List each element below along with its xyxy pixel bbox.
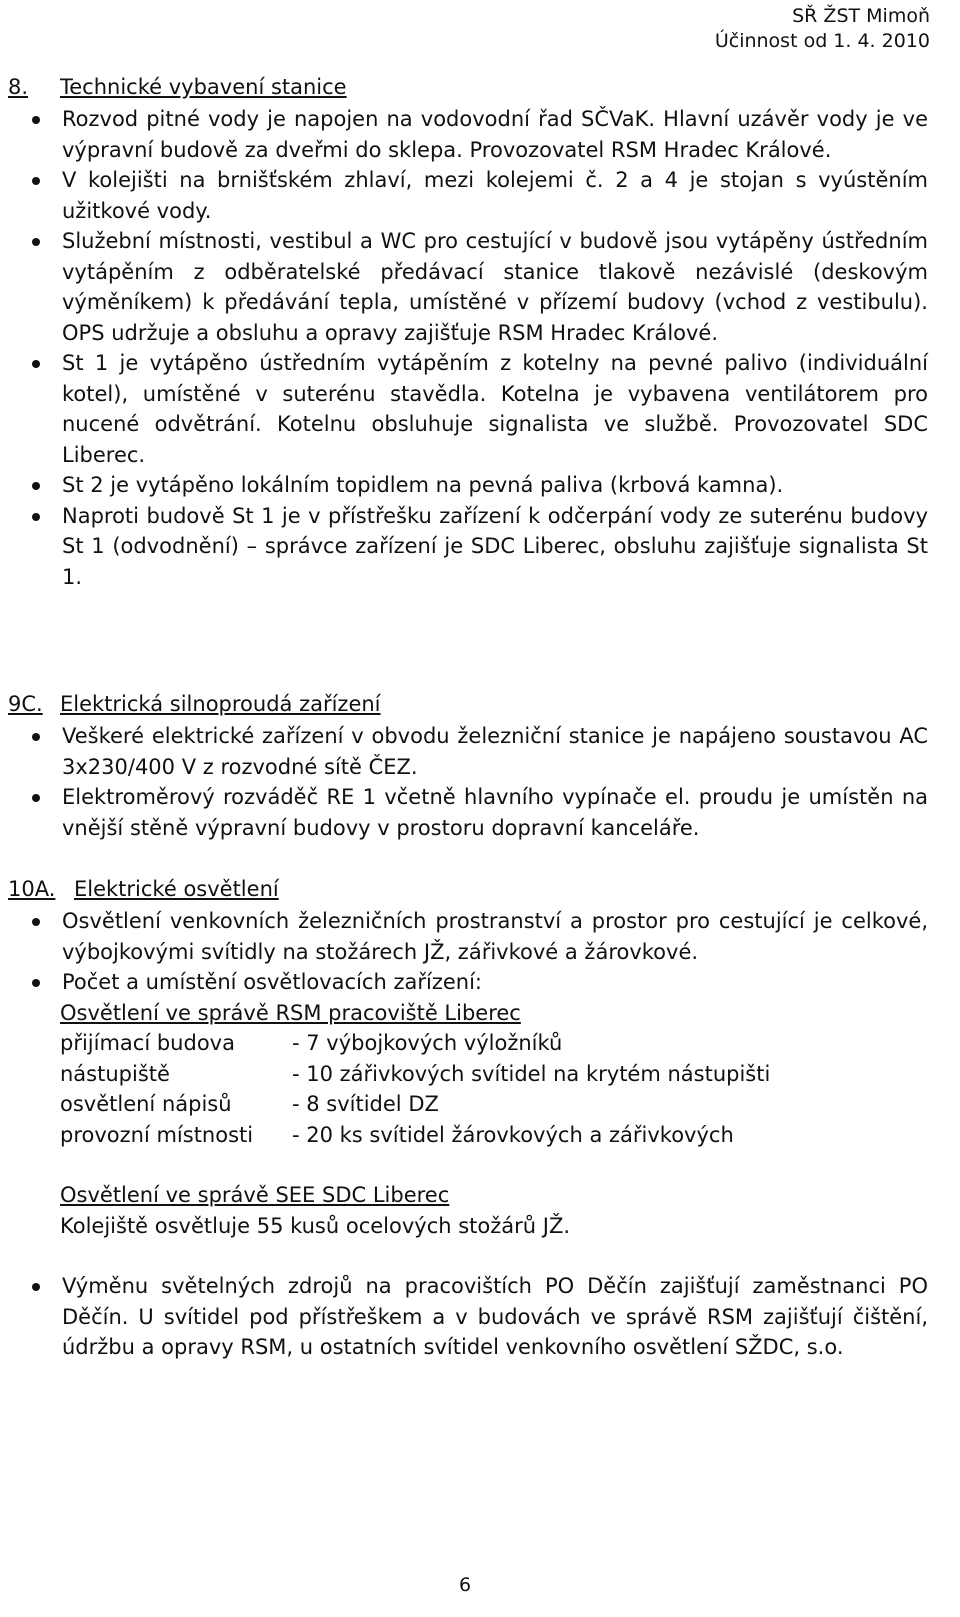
page-header bbox=[715, 4, 930, 54]
header-effective-date: Účinnost od 1. 4. 2010 bbox=[714, 30, 930, 52]
list-item: St 2 je vytápěno lokálním topidlem na pevná paliva (krbová kamna). bbox=[8, 470, 928, 501]
section-title: Technické vybavení stanice bbox=[60, 75, 347, 99]
list-item: Elektroměrový rozváděč RE 1 včetně hlavního vypínače el. proudu je umístěn na vnější stěně výpravní budovy v prostoru dopravní kanceláře. bbox=[8, 782, 928, 843]
list-item: Osvětlení venkovních železničních prostranství a prostor pro cestující je celkové, výbojkovými svítidly na stožárech JŽ, zářivkové a žárovkové. bbox=[8, 906, 928, 967]
lighting-rsm-heading: Osvětlení ve správě RSM pracoviště Liberec bbox=[60, 1000, 521, 1025]
lighting-description: - 7 výbojkových výložníků bbox=[292, 1031, 563, 1055]
lighting-see-text: Kolejiště osvětluje 55 kusů ocelových stožárů JŽ. bbox=[60, 1213, 571, 1238]
table-row bbox=[60, 1059, 770, 1090]
lighting-description: - 8 svítidel DZ bbox=[292, 1092, 439, 1116]
lighting-rsm-block bbox=[8, 998, 928, 1151]
section-8 bbox=[8, 73, 928, 592]
section-9c-list bbox=[8, 721, 928, 843]
lighting-description: - 20 ks svítidel žárovkových a zářivkových bbox=[292, 1122, 734, 1147]
lighting-see-heading: Osvětlení ve správě SEE SDC Liberec bbox=[60, 1183, 450, 1207]
section-number: 8. bbox=[8, 75, 29, 99]
list-item: Služební místnosti, vestibul a WC pro cestující v budově jsou vytápěny ústředním vytápěním z odběratelské předávací stanice tlakově nezávislé (deskovým výměníkem) k předávání tepla, umístěné v přízemí budovy (vchod z vestibulu). OPS udržuje a obsluhu a opravy zajišťuje RSM Hradec Králové. bbox=[8, 226, 928, 348]
list-item: Veškeré elektrické zařízení v obvodu železniční stanice je napájeno soustavou AC 3x230/400 V z rozvodné sítě ČEZ. bbox=[8, 721, 928, 782]
list-item: Počet a umístění osvětlovacích zařízení: bbox=[8, 967, 928, 998]
list-item: St 1 je vytápěno ústředním vytápěním z kotelny na pevné palivo (individuální kotel), umístěné v suterénu stavědla. Kotelna je vybavena ventilátorem pro nucené odvětrání. Kotelnu obsluhuje signalista ve službě. Provozovatel SDC Liberec. bbox=[8, 348, 928, 470]
lighting-see-block bbox=[8, 1180, 928, 1241]
section-number: 10A. bbox=[8, 877, 56, 901]
header-title: SŘ ŽST Mimoň bbox=[792, 5, 930, 27]
section-9c bbox=[8, 690, 928, 843]
section-8-heading bbox=[8, 73, 928, 101]
table-row bbox=[60, 1028, 770, 1059]
lighting-place: provozní místnosti bbox=[60, 1122, 254, 1147]
section-title: Elektrická silnoproudá zařízení bbox=[60, 692, 381, 716]
section-number: 9C. bbox=[8, 692, 43, 716]
list-item: Výměnu světelných zdrojů na pracovištích PO Děčín zajišťují zaměstnanci PO Děčín. U svítidel pod přístřeškem a v budovách ve správě RSM zajišťují čištění, údržbu a opravy RSM, u ostatních svítidel venkovního osvětlení SŽDC, s.o. bbox=[8, 1271, 928, 1363]
lighting-place: nástupiště bbox=[60, 1061, 170, 1086]
section-10a-list bbox=[8, 906, 928, 998]
lighting-description: - 10 zářivkových svítidel na krytém nástupišti bbox=[292, 1061, 771, 1086]
section-10a-list-2 bbox=[8, 1271, 928, 1363]
section-9c-heading bbox=[8, 690, 928, 718]
lighting-place: přijímací budova bbox=[60, 1031, 235, 1055]
list-item: V kolejišti na brnišťském zhlaví, mezi kolejemi č. 2 a 4 je stojan s vyústěním užitkové vody. bbox=[8, 165, 928, 226]
section-10a-heading bbox=[8, 875, 928, 903]
lighting-rsm-table bbox=[60, 1028, 770, 1150]
table-row bbox=[60, 1120, 770, 1151]
page-number: 6 bbox=[458, 1574, 472, 1596]
lighting-place: osvětlení nápisů bbox=[60, 1092, 232, 1116]
section-title: Elektrické osvětlení bbox=[74, 877, 279, 901]
section-8-list bbox=[8, 104, 928, 592]
section-10a bbox=[8, 875, 928, 1363]
list-item: Naproti budově St 1 je v přístřešku zařízení k odčerpání vody ze suterénu budovy St 1 (odvodnění) – správce zařízení je SDC Liberec, obsluhu zajišťuje signalista St 1. bbox=[8, 501, 928, 593]
table-row bbox=[60, 1089, 770, 1120]
list-item: Rozvod pitné vody je napojen na vodovodní řad SČVaK. Hlavní uzávěr vody je ve výpravní budově za dveřmi do sklepa. Provozovatel RSM Hradec Králové. bbox=[8, 104, 928, 165]
